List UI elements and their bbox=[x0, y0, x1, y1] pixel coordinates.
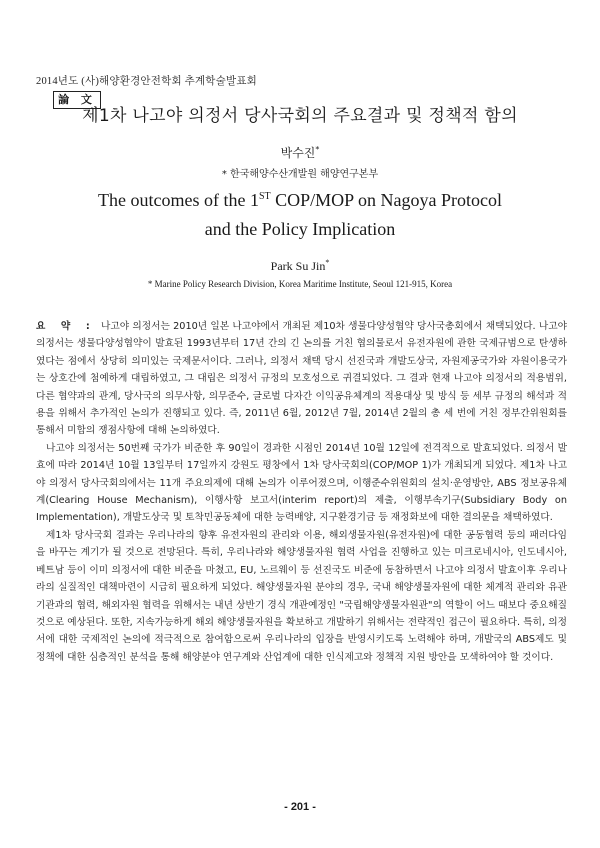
abstract-label: 요 약 : bbox=[36, 321, 96, 332]
abstract bbox=[36, 318, 567, 666]
english-title-post: COP/MOP on Nagoya Protocol bbox=[270, 190, 502, 210]
korean-author-name: 박수진 bbox=[280, 146, 316, 160]
korean-title: 제1차 나고야 의정서 당사국회의 주요결과 및 정책적 함의 bbox=[82, 106, 518, 126]
english-author bbox=[0, 258, 600, 274]
page-number: - 201 - bbox=[284, 801, 316, 813]
english-title-line-2: and the Policy Implication bbox=[204, 219, 396, 239]
english-affiliation: * Marine Policy Research Division, Korea Maritime Institute, Seoul 121-915, Korea bbox=[147, 279, 453, 289]
abstract-paragraph-3: 제1차 당사국회 결과는 우리나라의 향후 유전자원의 관리와 이용, 해외생물자원(유전자원)에 대한 공동협력 등의 패러다임을 바꾸는 계기가 될 것으로 전망된다. 특히, 우리나라와 해양생물자원 협력 사업을 진행하고 있는 미크로네시아, 인도네시아, 베트남 등이 이미 의정서에 대한 비준을 마쳤고, EU, 노르웨이 등 선진국도 비준에 동참하면서 나고야 의정서 발효이후 우리나라의 실질적인 대책마련이 시급히 필요하게 되었다. 해양생물자원 분야의 경우, 국내 해양생물자원에 대한 체계적 관리와 유관 기관과의 협력, 해외자원 협력을 위해서는 내년 상반기 경식 개관예정인 "국립해양생물자원관"의 역할이 어느 때보다 중요해질 것으로 예상된다. 또한, 지속가능하게 해외 해양생물자원을 확보하고 개발하기 위해서는 전략적인 접근이 필요하다. 특히, 의정서에 대한 국제적인 논의에 적극적으로 참여함으로써 우리나라의 입장을 반영시키도록 노력해야 하며, 개발국의 ABS제도 및 정책에 대한 심층적인 분석을 통해 해양분야 연구계와 산업계에 대한 인식제고와 정책적 지원 방안을 모색하여야 할 것이다. bbox=[36, 529, 567, 663]
english-author-mark: * bbox=[325, 258, 330, 267]
english-title-sup: ST bbox=[258, 191, 271, 202]
korean-affiliation: * 한국해양수산개발원 해양연구본부 bbox=[221, 169, 379, 180]
abstract-paragraph-1-text: 나고야 의정서는 2010년 일본 나고야에서 개최된 제10차 생물다양성협약 당사국총회에서 채택되었다. 나고야 의정서는 생물다양성협약이 발효된 1993년부터 17년 간의 긴 논의를 거친 협의물로서 유전자원에 관한 국제규범으로 탄생하였다는 점에서 상당히 의미있는 국제문서이다. 그러나, 의정서 채택 당시 선진국과 개발도상국, 자원제공국가와 자원이용국가는 상호간에 첨예하게 대립하였고, 그 대립은 의정서 규정의 모호성으로 귀결되었다. 그 결과 현재 나고야 의정서의 적용범위, 다른 협약과의 관계, 당사국의 의무사항, 의무준수, 글로벌 다자간 이익공유체계의 적용대상 및 방식 등 세부 규정의 해석과 적용을 위해서 추가적인 논의가 진행되고 있다. 즉, 2011년 6월, 2012년 7월, 2014년 2월의 총 세 번에 거친 정부간위원회를 통해서 미합의 쟁점사항에 대해 논의하였다. bbox=[36, 321, 567, 437]
abstract-paragraph-2: 나고야 의정서는 50번째 국가가 비준한 후 90일이 경과한 시점인 2014년 10월 12일에 전격적으로 발효되었다. 의정서 발효에 따라 2014년 10월 13일부터 17일까지 강원도 평창에서 1차 당사국회의(COP/MOP 1)가 개최되게 되었다. 제1차 나고야 의정서 당사국회의에서는 11개 주요의제에 대해 논의가 이루어졌으며, 이행준수위원회의 설치·운영방안, ABS 정보공유체계(Clearing House Mechanism), 이행사항 보고서(interim report)의 제출, 이행부속기구(Subsidiary Body on Implementation), 개발도상국 및 토착민공동체에 대한 능력배양, 지구환경기금 등 재정화보에 대한 결의문을 채택하였다. bbox=[36, 442, 567, 524]
abstract-paragraph-1 bbox=[36, 318, 567, 440]
conference-header: 2014년도 (사)해양환경안전학회 추계학술발표회 bbox=[36, 76, 258, 87]
english-title-line-1 bbox=[0, 190, 600, 211]
korean-author-mark: * bbox=[315, 145, 320, 154]
english-author-name: Park Su Jin bbox=[270, 259, 326, 273]
section-label: 論 文 bbox=[53, 91, 101, 109]
korean-author bbox=[0, 144, 600, 161]
english-title-pre: The outcomes of the 1 bbox=[98, 190, 259, 210]
